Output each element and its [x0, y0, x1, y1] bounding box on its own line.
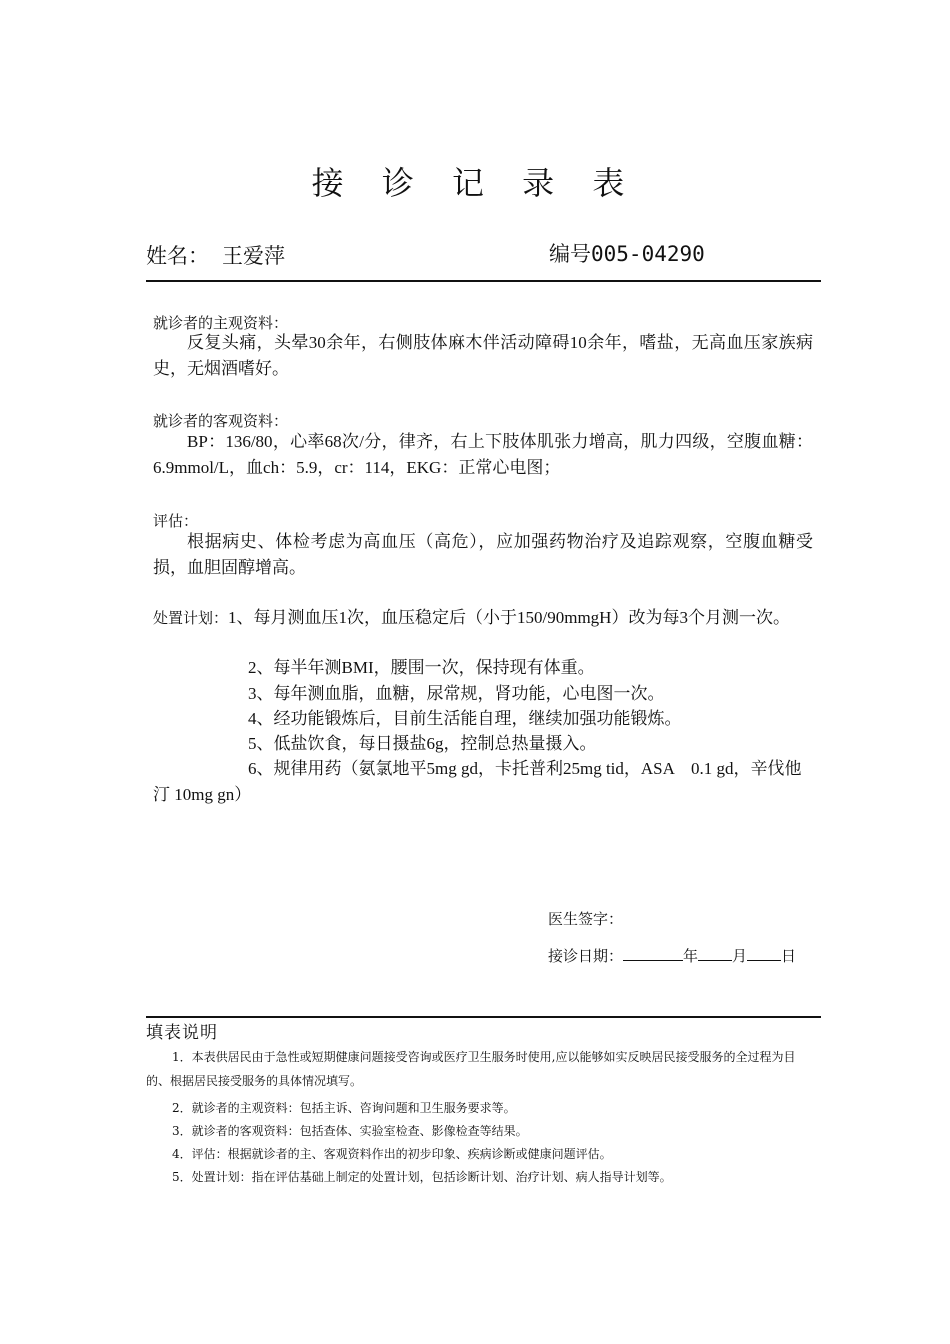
subjective-label: 就诊者的主观资料： [153, 314, 289, 332]
notes-divider [146, 1016, 821, 1018]
month-label: 月 [732, 947, 748, 965]
plan-item-1 [153, 605, 813, 632]
name-value: 王爱萍 [222, 244, 285, 268]
form-title: 接 诊 记 录 表 [311, 164, 639, 202]
doctor-signature-label: 医生签字： [548, 910, 624, 928]
visit-date-label: 接诊日期： [548, 947, 624, 965]
record-number-value: 005-04290 [591, 242, 705, 266]
note-5: 5．处置计划：指在评估基础上制定的处置计划，包括诊断计划、治疗计划、病人指导计划等。 [172, 1170, 672, 1184]
assessment-text: 根据病史、体检考虑为高血压（高危），应加强药物治疗及追踪观察，空腹血糖受损，血胆固醇增高。 [153, 532, 813, 577]
note-1: 1．本表供居民由于急性或短期健康问题接受咨询或医疗卫生服务时使用,应以能够如实反映居民接受服务的全过程为目的、根据居民接受服务的具体情况填写。 [146, 1050, 796, 1088]
objective-label: 就诊者的客观资料： [153, 412, 289, 430]
plan-item-4: 4、经功能锻炼后，目前生活能自理，继续加强功能锻炼。 [248, 709, 682, 728]
note-4: 4．评估：根据就诊者的主、客观资料作出的初步印象、疾病诊断或健康问题评估。 [172, 1147, 612, 1161]
visit-date-row [548, 945, 796, 966]
plan-item-3: 3、每年测血脂，血糖，尿常规，肾功能，心电图一次。 [248, 684, 665, 703]
header-divider [146, 280, 821, 282]
year-label: 年 [683, 947, 699, 965]
plan-item-1-text: 1、每月测血压1次，血压稳定后（小于150/90mmgH）改为每3个月测一次。 [228, 608, 790, 627]
day-label: 日 [781, 947, 797, 965]
notes-title: 填表说明 [146, 1023, 218, 1043]
assessment-label: 评估： [153, 512, 199, 530]
plan-item-6: 6、规律用药（氨氯地平5mg gd，卡托普利25mg tid，ASA 0.1 gd，辛伐他汀 10mg gn） [153, 759, 802, 804]
plan-label: 处置计划： [153, 611, 229, 627]
record-number-label: 编号 [549, 242, 591, 266]
year-blank[interactable] [623, 946, 683, 961]
name-label: 姓名： [146, 244, 209, 268]
record-number [549, 238, 705, 268]
day-blank[interactable] [747, 946, 781, 961]
month-blank[interactable] [698, 946, 732, 961]
note-3: 3．就诊者的客观资料：包括查体、实验室检查、影像检查等结果。 [172, 1124, 528, 1138]
plan-item-5: 5、低盐饮食，每日摄盐6g，控制总热量摄入。 [248, 734, 597, 753]
plan-item-2: 2、每半年测BMI，腰围一次，保持现有体重。 [248, 658, 595, 677]
subjective-text: 反复头痛，头晕30余年，右侧肢体麻木伴活动障碍10余年，嗜盐，无高血压家族病史，无烟酒嗜好。 [153, 333, 813, 378]
note-2: 2．就诊者的主观资料：包括主诉、咨询问题和卫生服务要求等。 [172, 1101, 516, 1115]
objective-text: BP：136/80，心率68次/分，律齐，右上下肢体肌张力增高，肌力四级，空腹血糖：6.9mmol/L，血ch：5.9，cr：114，EKG：正常心电图； [153, 432, 813, 477]
